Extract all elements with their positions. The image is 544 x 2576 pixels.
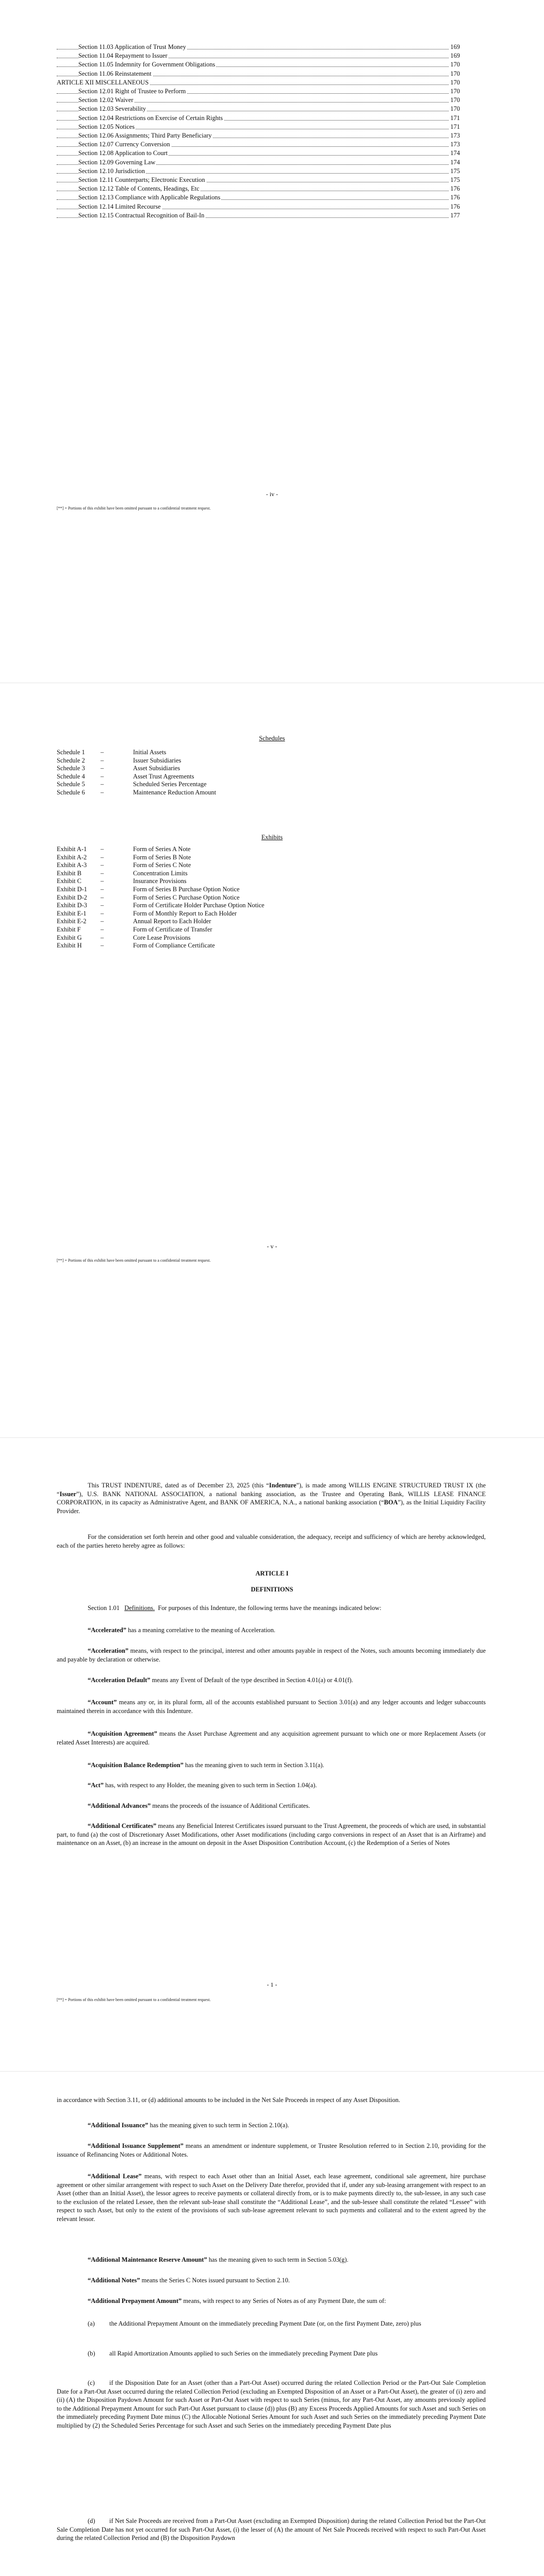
toc-entry[interactable] <box>0 141 544 150</box>
toc-entry-label: Section 12.04 Restrictions on Exercise of Certain Rights <box>78 114 223 122</box>
exhibit-id: Exhibit D-1 <box>57 886 87 893</box>
exhibit-name: Form of Series B Purchase Option Notice <box>133 886 240 893</box>
definition-text: has the meaning given to such term in Section 3.11(a). <box>183 1761 324 1769</box>
schedule-dash: – <box>101 756 104 764</box>
exhibit-name: Insurance Provisions <box>133 877 187 885</box>
toc-entry[interactable] <box>0 203 544 212</box>
defined-term: “Act” <box>88 1782 104 1789</box>
definition-text: means, with respect to the principal, interest and other amounts payable in respect of the Notes, such amounts becoming immediately due and payable by declaration or otherwise. <box>57 1647 486 1663</box>
toc-entry[interactable] <box>0 149 544 159</box>
toc-entry-page: 170 <box>450 61 460 69</box>
toc-entry-label: Section 12.09 Governing Law <box>78 158 156 166</box>
definition-entry <box>57 2297 486 2306</box>
subclause <box>57 2349 486 2358</box>
toc-entry-label: Section 12.08 Application to Court <box>78 149 168 157</box>
subclause-text: all Rapid Amortization Amounts applied to such Series on the immediately preceding Payment Date plus <box>109 2350 378 2357</box>
schedule-id: Schedule 1 <box>57 749 85 756</box>
toc-entry[interactable] <box>0 194 544 203</box>
schedule-name: Initial Assets <box>133 749 167 756</box>
definition-entry <box>57 1698 486 1715</box>
exhibit-name: Form of Certificate Holder Purchase Option Notice <box>133 902 265 909</box>
definition-text: means, with respect to any Series of Notes as of any Payment Date, the sum of: <box>182 2297 386 2304</box>
subclause-marker: (a) <box>88 2320 95 2327</box>
exhibit-dash: – <box>101 869 104 877</box>
subclause-text: if the Disposition Date for an Asset (other than a Part-Out Asset) occurred during the related Collection Period or the Part-Out Sale Completion Date for a Part-Out Asset occurred during the related Collection Period (excluding an Exempted Disposition of an Asset or a Part-Out Asset), the greater of (i) zero and (ii) (A) the Disposition Paydown Amount for such Asset or Part-Out Asset with respect to such Series (minus, for any Part-Out Asset, any amounts previously applied to the Additional Prepayment Amount for such Part-Out Asset pursuant to clause (d)) plus (B) any Excess Proceeds Applied Amounts for such Asset and such Series on the immediately preceding Payment Date minus (C) the Allocable Notional Series Amount for such Asset and such Series on the immediately preceding Payment Date multiplied by (2) the Scheduled Series Percentage for such Asset and such Series on the immediately preceding Payment Date plus <box>57 2379 486 2429</box>
definition-text: means the Asset Purchase Agreement and any acquisition agreement pursuant to which one or more Replacement Assets (or related Asset Interests) are acquired. <box>57 1730 486 1746</box>
footnote: [**] = Portions of this exhibit have been omitted pursuant to a confidential treatment request. <box>57 506 211 511</box>
definition-entry <box>57 2172 486 2223</box>
exhibit-name: Core Lease Provisions <box>133 934 191 941</box>
toc-entry-page: 176 <box>450 185 460 193</box>
toc-entry-page: 170 <box>450 70 460 77</box>
exhibit-id: Exhibit B <box>57 869 81 877</box>
defined-term: “Additional Maintenance Reserve Amount” <box>88 2256 207 2263</box>
toc-entry-page: 176 <box>450 202 460 210</box>
defined-term: “Additional Notes” <box>88 2277 140 2284</box>
toc-entry-label: Section 12.01 Right of Trustee to Perform <box>78 88 186 95</box>
toc-entry-label: Section 12.15 Contractual Recognition of Bail-In <box>78 211 205 219</box>
toc-entry[interactable] <box>0 61 544 70</box>
exhibit-dash: – <box>101 909 104 917</box>
toc-entry-page: 173 <box>450 141 460 148</box>
schedule-dash: – <box>101 781 104 788</box>
schedule-dash: – <box>101 765 104 772</box>
subclause-text: if Net Sale Proceeds are received from a Part-Out Asset (excluding an Exempted Disposition) during the related Collection Period but the Part-Out Sale Completion Date has not yet occurred for such Part-Out Asset, (i) the lesser of (A) the amount of Net Sale Proceeds received with respect to such Part-Out Asset during the related Collection Period and (B) the Disposition Paydown <box>57 2517 486 2541</box>
toc-entry-label: Section 12.10 Jurisdiction <box>78 167 145 175</box>
defined-term: “Additional Issuance” <box>88 2122 149 2129</box>
toc-entry-page: 170 <box>450 105 460 113</box>
defined-term: “Acceleration Default” <box>88 1676 151 1684</box>
definition-text: has the meaning given to such term in Section 5.03(g). <box>207 2256 349 2263</box>
definition-entry <box>57 1647 486 1664</box>
toc-entry[interactable] <box>0 79 544 88</box>
schedules-heading: Schedules <box>259 735 285 742</box>
toc-entry[interactable] <box>0 159 544 168</box>
exhibit-dash: – <box>101 886 104 893</box>
toc-entry-page: 175 <box>450 176 460 183</box>
defined-term: “Acceleration” <box>88 1647 129 1654</box>
schedule-name: Issuer Subsidiaries <box>133 756 182 764</box>
toc-entry-page: 170 <box>450 96 460 104</box>
exhibit-dash: – <box>101 877 104 885</box>
toc-entry-page: 170 <box>450 88 460 95</box>
exhibit-id: Exhibit D-3 <box>57 902 87 909</box>
definition-text: means any Event of Default of the type described in Section 4.01(a) or 4.01(f). <box>150 1676 353 1684</box>
exhibit-name: Form of Series C Purchase Option Notice <box>133 893 240 901</box>
toc-entry[interactable] <box>0 88 544 97</box>
definition-text: has the meaning given to such term in Section 2.10(a). <box>148 2122 289 2129</box>
toc-entry-label: Section 12.13 Compliance with Applicable Regulations <box>78 194 221 201</box>
subclause-marker: (d) <box>88 2517 95 2524</box>
toc-entry-label: ARTICLE XII MISCELLANEOUS <box>57 78 149 86</box>
toc-entry[interactable] <box>0 105 544 114</box>
toc-entry-page: 175 <box>450 167 460 175</box>
schedule-name: Asset Subsidiaries <box>133 765 180 772</box>
defined-term: “Acquisition Agreement” <box>88 1730 157 1737</box>
consideration-paragraph: For the consideration set forth herein and other good and valuable consideration, the adequacy, receipt and sufficiency of which are hereby acknowledged, each of the parties hereto hereby agree as follows: <box>57 1533 486 1549</box>
subclause <box>57 2319 486 2328</box>
schedule-name: Scheduled Series Percentage <box>133 781 207 788</box>
toc-entry-label: Section 12.07 Currency Conversion <box>78 141 170 148</box>
exhibit-id: Exhibit C <box>57 877 81 885</box>
toc-entry-label: Section 12.03 Severability <box>78 105 146 113</box>
exhibit-dash: – <box>101 853 104 861</box>
page-divider <box>0 2071 544 2072</box>
exhibit-dash: – <box>101 845 104 853</box>
toc-entry-label: Section 12.12 Table of Contents, Headings, Etc <box>78 185 200 193</box>
exhibit-id: Exhibit F <box>57 926 81 933</box>
footnote: [**] = Portions of this exhibit have been omitted pursuant to a confidential treatment request. <box>57 1997 211 2002</box>
defined-term: “Additional Prepayment Amount” <box>88 2297 182 2304</box>
toc-entry-page: 169 <box>450 43 460 50</box>
exhibit-dash: – <box>101 926 104 933</box>
definition-entry <box>57 2142 486 2159</box>
schedule-id: Schedule 2 <box>57 756 85 764</box>
toc-entry-label: Section 11.03 Application of Trust Money <box>78 43 186 50</box>
exhibit-name: Form of Monthly Report to Each Holder <box>133 909 237 917</box>
schedule-id: Schedule 3 <box>57 765 85 772</box>
defined-term: “Acquisition Balance Redemption” <box>88 1761 184 1769</box>
exhibit-id: Exhibit A-2 <box>57 853 87 861</box>
exhibit-name: Form of Series B Note <box>133 853 191 861</box>
exhibit-id: Exhibit E-1 <box>57 909 87 917</box>
toc-entry[interactable] <box>0 185 544 194</box>
exhibit-dash: – <box>101 934 104 941</box>
subclause-marker: (b) <box>88 2350 95 2357</box>
definition-entry <box>57 2121 486 2130</box>
toc-entry-page: 169 <box>450 52 460 60</box>
exhibit-dash: – <box>101 918 104 925</box>
exhibit-id: Exhibit D-2 <box>57 893 87 901</box>
subclause-text: the Additional Prepayment Amount on the immediately preceding Payment Date (or, on the first Payment Date, zero) plus <box>109 2320 421 2327</box>
schedule-dash: – <box>101 772 104 780</box>
toc-entry-page: 174 <box>450 149 460 157</box>
toc-entry[interactable] <box>0 212 544 221</box>
definition-entry <box>57 1730 486 1747</box>
page-divider <box>0 1437 544 1438</box>
definition-entry <box>57 1781 486 1790</box>
footnote: [**] = Portions of this exhibit have been omitted pursuant to a confidential treatment request. <box>57 1258 211 1263</box>
toc-entry[interactable] <box>0 132 544 141</box>
exhibit-name: Form of Series A Note <box>133 845 191 853</box>
toc-entry[interactable] <box>0 123 544 132</box>
toc-entry-label: Section 11.04 Repayment to Issuer <box>78 52 168 60</box>
definition-text: means any Beneficial Interest Certificates issued pursuant to the Trust Agreement, the proceeds of which are used, in substantial part, to fund (a) the cost of Discretionary Asset Modifications, other Asset modifications (including cargo conversions in respect of an Asset that is an Airframe) and maintenance on an Asset, (b) an increase in the amount on deposit in the Asset Disposition Contribution Account, (c) the Redemption of a Series of Notes <box>57 1822 486 1846</box>
exhibit-id: Exhibit A-1 <box>57 845 87 853</box>
article-title: ARTICLE I <box>255 1570 289 1577</box>
page-number: - v - <box>267 1243 277 1250</box>
indenture-intro: This TRUST INDENTURE, dated as of December 23, 2025 (this “Indenture”), is made among WILLIS ENGINE STRUCTURED TRUST IX (the “Issuer”), U.S. BANK NATIONAL ASSOCIATION, a national banking association, as the Trustee and Operating Bank, WILLIS LEASE FINANCE CORPORATION, in its capacity as Administrative Agent, and BANK OF AMERICA, N.A., a national banking association (“BOA”), as the Initial Liquidity Facility Provider. <box>57 1482 486 1515</box>
definition-text: has a meaning correlative to the meaning of Acceleration. <box>126 1626 275 1634</box>
page-number: - iv - <box>266 490 278 498</box>
exhibit-id: Exhibit H <box>57 942 82 950</box>
definition-text: means the proceeds of the issuance of Additional Certificates. <box>151 1802 310 1809</box>
exhibit-dash: – <box>101 893 104 901</box>
subclause <box>57 2379 486 2430</box>
definition-entry <box>57 1761 486 1770</box>
exhibits-heading: Exhibits <box>261 834 283 841</box>
page-number: - 1 - <box>267 1981 277 1988</box>
exhibit-id: Exhibit A-3 <box>57 861 87 869</box>
toc-entry-page: 173 <box>450 132 460 139</box>
toc-entry[interactable] <box>0 70 544 79</box>
exhibit-id: Exhibit E-2 <box>57 918 87 925</box>
exhibit-id: Exhibit G <box>57 934 82 941</box>
section-1-01: Section 1.01 Definitions. For purposes of this Indenture, the following terms have the meanings indicated below: <box>88 1604 382 1612</box>
defined-term: “Additional Certificates” <box>88 1822 157 1829</box>
definition-continuation: in accordance with Section 3.11, or (d) additional amounts to be included in the Net Sale Proceeds in respect of any Asset Disposition. <box>57 2096 401 2104</box>
schedule-id: Schedule 5 <box>57 781 85 788</box>
toc-entry-page: 174 <box>450 158 460 166</box>
toc-entry-page: 177 <box>450 211 460 219</box>
toc-entry-page: 171 <box>450 114 460 122</box>
defined-term: “Account” <box>88 1699 117 1706</box>
defined-term: “Additional Lease” <box>88 2173 142 2180</box>
definition-entry <box>57 2276 486 2285</box>
definition-entry <box>57 1802 486 1810</box>
toc-entry[interactable] <box>0 52 544 61</box>
toc-entry-page: 171 <box>450 123 460 130</box>
toc-entry-label: Section 11.06 Reinstatement <box>78 70 152 77</box>
toc-entry[interactable] <box>0 96 544 106</box>
schedule-name: Asset Trust Agreements <box>133 772 194 780</box>
definition-text: means the Series C Notes issued pursuant to Section 2.10. <box>140 2277 290 2284</box>
exhibit-dash: – <box>101 902 104 909</box>
defined-term: “Additional Issuance Supplement” <box>88 2142 184 2149</box>
toc-entry-label: Section 12.05 Notices <box>78 123 135 130</box>
definition-entry <box>57 1626 486 1635</box>
toc-entry-page: 176 <box>450 194 460 201</box>
toc-entry-label: Section 12.14 Limited Recourse <box>78 202 161 210</box>
toc-entry-label: Section 12.11 Counterparts; Electronic Execution <box>78 176 205 183</box>
subclause <box>57 2517 486 2543</box>
subclause-marker: (c) <box>88 2379 95 2386</box>
exhibit-name: Form of Series C Note <box>133 861 191 869</box>
schedule-id: Schedule 6 <box>57 789 85 796</box>
toc-entry[interactable] <box>0 43 544 53</box>
definition-text: means, with respect to each Asset other than an Initial Asset, each lease agreement, conditional sale agreement, hire purchase agreement or other similar arrangement with respect to such Asset on the Delivery Date therefor, provided that if, under any sub-leasing arrangement with respect to an Asset (other than an Initial Asset), the lessor agrees to receive payments or collateral directly from, or is to make payments directly to, the sub-lessee, in any such case to the exclusion of the related Lessee, then the relevant sub-lease shall constitute the “Additional Lease”, and the sub-lessee shall constitute the related “Lessee” with respect to such Asset, but only to the extent of the provisions of such sub-lease agreement relevant to such payments and collateral and to the extent agreed by the relevant lessor. <box>57 2173 486 2223</box>
definition-text: has, with respect to any Holder, the meaning given to such term in Section 1.04(a). <box>103 1782 317 1789</box>
toc-entry-label: Section 11.05 Indemnity for Government Obligations <box>78 61 216 69</box>
exhibit-name: Annual Report to Each Holder <box>133 918 211 925</box>
definition-text: means an amendment or indenture supplement, or Trustee Resolution referred to in Section 2.10, providing for the issuance of Refinancing Notes or Additional Notes. <box>57 2142 486 2158</box>
toc-entry[interactable] <box>0 167 544 177</box>
schedule-name: Maintenance Reduction Amount <box>133 789 217 796</box>
exhibit-name: Concentration Limits <box>133 869 188 877</box>
article-subtitle: DEFINITIONS <box>251 1586 293 1593</box>
toc-entry-label: Section 12.06 Assignments; Third Party Beneficiary <box>78 132 212 139</box>
defined-term: “Additional Advances” <box>88 1802 151 1809</box>
exhibit-name: Form of Compliance Certificate <box>133 942 215 950</box>
toc-entry[interactable] <box>0 176 544 185</box>
definition-text: means any or, in its plural form, all of the accounts established pursuant to Section 3.01(a) and any ledger accounts and ledger subaccounts maintained therein in accordance with this Indenture. <box>57 1699 486 1715</box>
schedule-dash: – <box>101 749 104 756</box>
definition-entry <box>57 2256 486 2264</box>
exhibit-dash: – <box>101 942 104 950</box>
toc-entry-label: Section 12.02 Waiver <box>78 96 134 104</box>
definition-entry <box>57 1822 486 1848</box>
exhibit-name: Form of Certificate of Transfer <box>133 926 212 933</box>
schedule-dash: – <box>101 789 104 796</box>
toc-entry-page: 170 <box>450 78 460 86</box>
defined-term: “Accelerated” <box>88 1626 126 1634</box>
exhibit-dash: – <box>101 861 104 869</box>
definition-entry <box>57 1676 486 1685</box>
toc-entry[interactable] <box>0 114 544 124</box>
schedule-id: Schedule 4 <box>57 772 85 780</box>
